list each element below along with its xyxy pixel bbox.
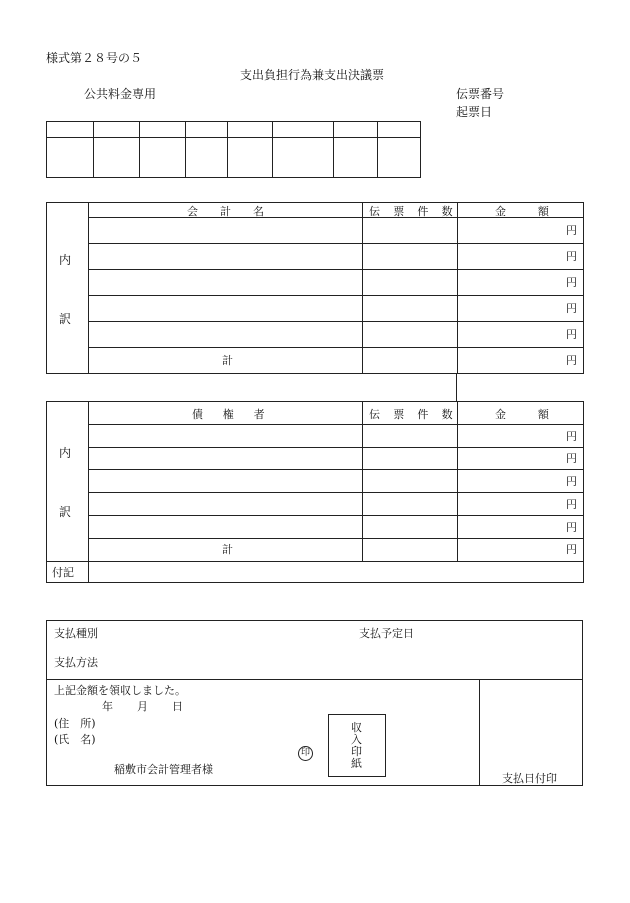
col-account-name: 会 計 名 bbox=[187, 205, 270, 218]
yen-unit: 円 bbox=[566, 452, 577, 465]
breakdown-label-bottom: 訳 bbox=[59, 505, 72, 519]
seal-mark bbox=[298, 746, 313, 761]
total-label: 計 bbox=[222, 543, 233, 556]
yen-unit: 円 bbox=[566, 354, 577, 367]
yen-unit: 円 bbox=[566, 302, 577, 315]
addressee: 稲敷市会計管理者様 bbox=[114, 763, 213, 776]
breakdown-label-top: 内 bbox=[59, 253, 72, 267]
name-label: (氏 名) bbox=[54, 733, 96, 746]
form-number: 様式第２８号の５ bbox=[46, 51, 143, 65]
payment-method-label: 支払方法 bbox=[54, 656, 98, 669]
payment-date-stamp-label: 支払日付印 bbox=[502, 772, 557, 785]
total-label: 計 bbox=[222, 354, 233, 367]
yen-unit: 円 bbox=[566, 276, 577, 289]
date-year: 年 bbox=[102, 700, 113, 713]
yen-unit: 円 bbox=[566, 498, 577, 511]
col-slip-count: 伝 票 件 数 bbox=[369, 408, 454, 421]
page-title: 支出負担行為兼支出決議票 bbox=[240, 68, 385, 82]
yen-unit: 円 bbox=[566, 543, 577, 556]
approval-grid bbox=[46, 121, 421, 178]
col-slip-count: 伝 票 件 数 bbox=[369, 205, 454, 218]
yen-unit: 円 bbox=[566, 475, 577, 488]
yen-unit: 円 bbox=[566, 430, 577, 443]
revenue-stamp-char: 紙 bbox=[351, 757, 362, 770]
breakdown-label-bottom: 訳 bbox=[59, 312, 72, 326]
seal-text: 印 bbox=[300, 748, 310, 758]
yen-unit: 円 bbox=[566, 328, 577, 341]
col-creditor: 債 権 者 bbox=[192, 408, 269, 421]
slip-number-label: 伝票番号 bbox=[456, 87, 505, 101]
slip-date-label: 起票日 bbox=[456, 105, 493, 119]
scheduled-date-label: 支払予定日 bbox=[359, 627, 414, 640]
col-amount: 金 額 bbox=[495, 408, 553, 421]
yen-unit: 円 bbox=[566, 521, 577, 534]
payment-type-label: 支払種別 bbox=[54, 627, 98, 640]
yen-unit: 円 bbox=[566, 250, 577, 263]
date-month: 月 bbox=[137, 700, 148, 713]
revenue-stamp-box bbox=[328, 714, 386, 777]
payment-box bbox=[46, 620, 583, 786]
breakdown-label-top: 内 bbox=[59, 446, 72, 460]
address-label: (住 所) bbox=[54, 717, 96, 730]
date-day: 日 bbox=[172, 700, 183, 713]
receipt-text: 上記金額を領収しました。 bbox=[54, 684, 186, 697]
yen-unit: 円 bbox=[566, 224, 577, 237]
revenue-stamp-char: 入 bbox=[351, 733, 362, 746]
revenue-stamp-char: 印 bbox=[351, 745, 362, 758]
subtitle: 公共料金専用 bbox=[84, 87, 157, 101]
note-label: 付記 bbox=[52, 566, 74, 579]
account-table bbox=[46, 202, 584, 374]
creditor-table bbox=[46, 401, 584, 583]
col-amount: 金 額 bbox=[495, 205, 553, 218]
revenue-stamp-char: 収 bbox=[351, 721, 362, 734]
